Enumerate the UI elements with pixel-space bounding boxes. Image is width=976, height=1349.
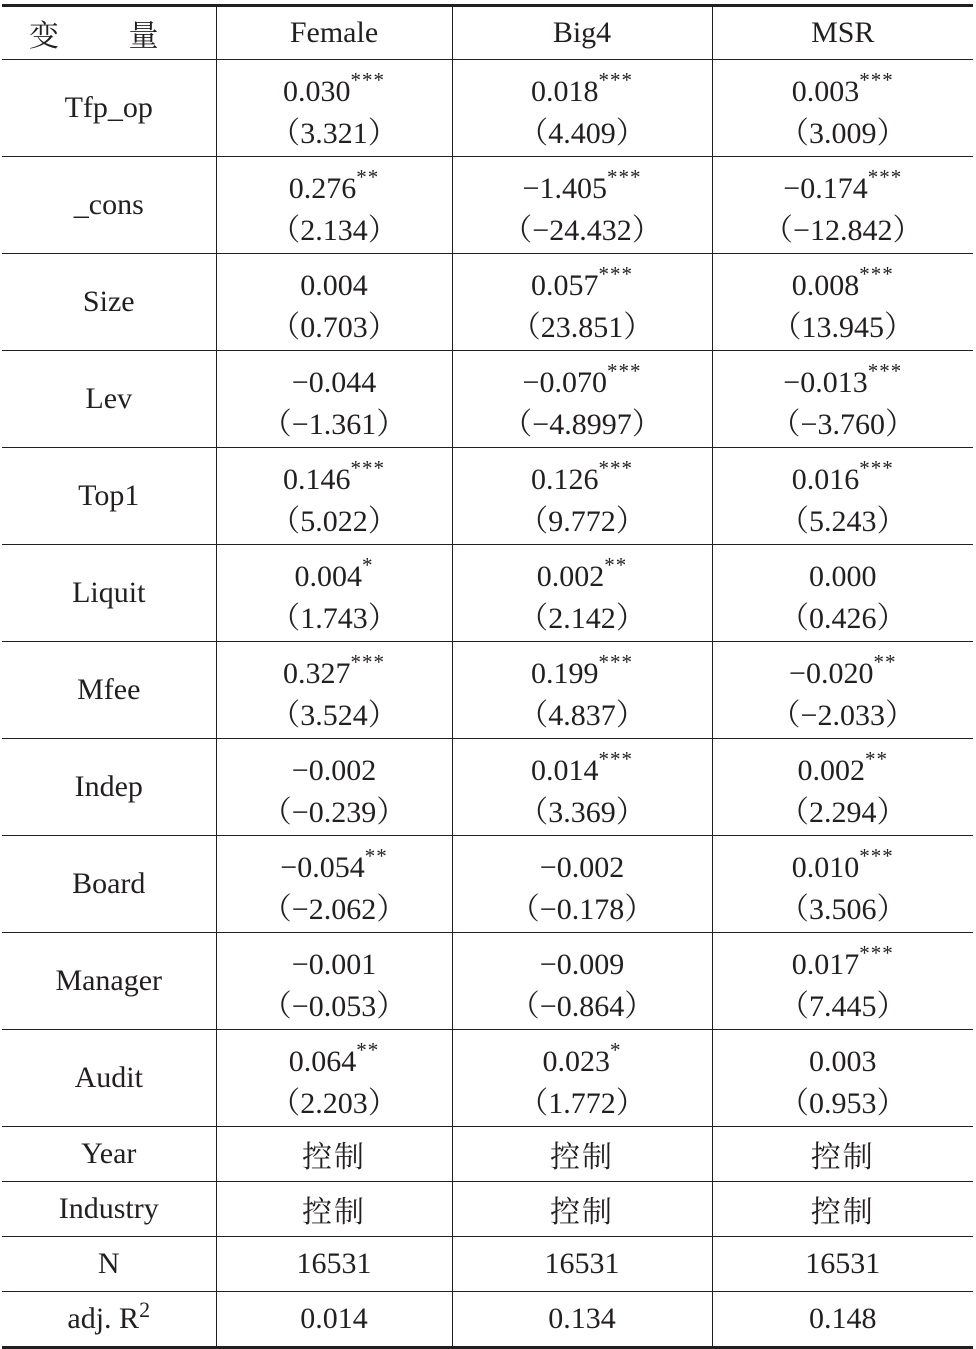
row-label: Industry xyxy=(2,1182,216,1237)
coef-cell xyxy=(452,739,712,836)
control-cell: 控制 xyxy=(216,1127,452,1182)
coef-cell xyxy=(452,157,712,254)
estimate: 0.146 xyxy=(283,462,351,496)
coef-cell xyxy=(452,254,712,351)
significance-stars: *** xyxy=(350,67,385,92)
estimate: 0.016 xyxy=(791,462,860,496)
coef-cell xyxy=(216,1030,452,1127)
observations-cell: 16531 xyxy=(216,1237,452,1292)
coef-cell xyxy=(216,933,452,1030)
estimate: 0.002 xyxy=(797,753,865,787)
coef-cell xyxy=(452,836,712,933)
t-statistic: （3.009） xyxy=(779,116,907,150)
t-statistic: （2.142） xyxy=(518,601,646,635)
table-body xyxy=(2,60,973,1348)
control-cell: 控制 xyxy=(452,1182,712,1237)
significance-stars: *** xyxy=(859,455,894,480)
row-label: Liquit xyxy=(2,545,216,642)
estimate: 0.276 xyxy=(288,171,357,205)
estimate: 0.017 xyxy=(791,947,860,981)
t-statistic: （−0.053） xyxy=(261,989,407,1023)
estimate: −0.020 xyxy=(789,656,874,690)
table-row xyxy=(2,351,973,448)
coef-cell xyxy=(712,60,973,157)
significance-stars: *** xyxy=(859,67,894,92)
table-row xyxy=(2,1292,973,1348)
coef-cell xyxy=(712,448,973,545)
table-row xyxy=(2,1237,973,1292)
coef-cell xyxy=(712,739,973,836)
table-row xyxy=(2,545,973,642)
r2-label: adj. R xyxy=(67,1302,140,1335)
significance-stars: *** xyxy=(867,164,903,189)
estimate: −0.044 xyxy=(291,365,377,399)
significance-stars: * xyxy=(362,552,374,577)
row-label: Indep xyxy=(2,739,216,836)
significance-stars: *** xyxy=(598,746,633,771)
significance-stars: ** xyxy=(873,649,897,674)
t-statistic: （−0.864） xyxy=(509,989,655,1023)
estimate: −0.013 xyxy=(783,365,868,399)
t-statistic: （4.409） xyxy=(518,116,646,150)
significance-stars: ** xyxy=(604,552,628,577)
row-label: Tfp_op xyxy=(2,60,216,157)
coef-cell xyxy=(712,254,973,351)
estimate: 0.199 xyxy=(531,656,599,690)
t-statistic: （5.243） xyxy=(779,504,907,538)
coef-cell xyxy=(452,351,712,448)
coef-cell xyxy=(216,545,452,642)
coef-cell xyxy=(712,157,973,254)
row-label: Board xyxy=(2,836,216,933)
control-cell: 控制 xyxy=(712,1127,973,1182)
row-label: Size xyxy=(2,254,216,351)
row-label: Lev xyxy=(2,351,216,448)
estimate: 0.014 xyxy=(531,753,599,787)
t-statistic: （−4.8997） xyxy=(502,407,662,441)
control-cell: 控制 xyxy=(712,1182,973,1237)
estimate: 0.126 xyxy=(531,462,599,496)
significance-stars: ** xyxy=(364,843,388,868)
coef-cell xyxy=(452,933,712,1030)
estimate: 0.008 xyxy=(791,268,860,302)
t-statistic: （−0.178） xyxy=(509,892,655,926)
r2-cell: 0.134 xyxy=(452,1292,712,1348)
t-statistic: （3.506） xyxy=(779,892,907,926)
t-statistic: （3.369） xyxy=(518,795,646,829)
coef-cell xyxy=(712,1030,973,1127)
significance-stars: *** xyxy=(859,843,894,868)
coef-cell xyxy=(216,351,452,448)
significance-stars: *** xyxy=(859,261,894,286)
estimate: 0.327 xyxy=(283,656,351,690)
header-row xyxy=(2,6,973,60)
coef-cell xyxy=(216,157,452,254)
estimate: −0.002 xyxy=(539,850,625,884)
t-statistic: （5.022） xyxy=(270,504,398,538)
estimate: 0.000 xyxy=(809,559,877,593)
significance-stars: *** xyxy=(598,649,633,674)
estimate: 0.030 xyxy=(283,74,351,108)
significance-stars: *** xyxy=(598,455,633,480)
t-statistic: （−24.432） xyxy=(502,213,662,247)
row-label: Audit xyxy=(2,1030,216,1127)
t-statistic: （−3.760） xyxy=(770,407,915,441)
control-cell: 控制 xyxy=(216,1182,452,1237)
t-statistic: （7.445） xyxy=(779,989,907,1023)
t-statistic: （0.426） xyxy=(779,601,907,635)
table-row xyxy=(2,642,973,739)
observations-cell: 16531 xyxy=(712,1237,973,1292)
estimate: 0.004 xyxy=(300,268,368,302)
r2-cell: 0.148 xyxy=(712,1292,973,1348)
estimate: 0.064 xyxy=(288,1044,357,1078)
coef-cell xyxy=(216,448,452,545)
significance-stars: *** xyxy=(350,455,385,480)
significance-stars: *** xyxy=(350,649,385,674)
table-row xyxy=(2,1182,973,1237)
table-row xyxy=(2,1030,973,1127)
estimate: −0.174 xyxy=(783,171,868,205)
significance-stars: *** xyxy=(598,261,633,286)
coef-cell xyxy=(216,836,452,933)
estimate: −0.070 xyxy=(522,365,607,399)
coef-cell xyxy=(712,545,973,642)
regression-table xyxy=(2,4,973,1349)
estimate: −0.009 xyxy=(539,947,625,981)
estimate: −0.054 xyxy=(280,850,365,884)
estimate: −0.001 xyxy=(291,947,377,981)
t-statistic: （2.134） xyxy=(270,213,398,247)
coef-cell xyxy=(452,545,712,642)
table-row xyxy=(2,1127,973,1182)
header-female: Female xyxy=(216,6,452,60)
row-label: N xyxy=(2,1237,216,1292)
significance-stars: ** xyxy=(356,164,380,189)
estimate: 0.057 xyxy=(531,268,599,302)
t-statistic: （2.203） xyxy=(270,1086,398,1120)
coef-cell xyxy=(216,60,452,157)
row-label: _cons xyxy=(2,157,216,254)
t-statistic: （−1.361） xyxy=(261,407,407,441)
estimate: 0.004 xyxy=(294,559,362,593)
coef-cell xyxy=(712,836,973,933)
estimate: −1.405 xyxy=(522,171,607,205)
row-label: Mfee xyxy=(2,642,216,739)
t-statistic: （−2.062） xyxy=(261,892,407,926)
control-cell: 控制 xyxy=(452,1127,712,1182)
coef-cell xyxy=(712,642,973,739)
header-msr: MSR xyxy=(712,6,973,60)
table-header xyxy=(2,6,973,60)
row-label: Year xyxy=(2,1127,216,1182)
table-row xyxy=(2,448,973,545)
t-statistic: （1.772） xyxy=(518,1086,646,1120)
t-statistic: （9.772） xyxy=(518,504,646,538)
estimate: 0.010 xyxy=(791,850,860,884)
t-statistic: （2.294） xyxy=(779,795,907,829)
table-row xyxy=(2,254,973,351)
coef-cell xyxy=(452,448,712,545)
table-row xyxy=(2,60,973,157)
estimate: 0.018 xyxy=(531,74,599,108)
t-statistic: （−12.842） xyxy=(763,213,923,247)
estimate: −0.002 xyxy=(291,753,377,787)
estimate: 0.003 xyxy=(791,74,860,108)
t-statistic: （3.321） xyxy=(270,116,398,150)
row-label: Top1 xyxy=(2,448,216,545)
r2-superscript: 2 xyxy=(139,1297,151,1322)
t-statistic: （−0.239） xyxy=(261,795,407,829)
table-row xyxy=(2,157,973,254)
row-label xyxy=(2,1292,216,1348)
t-statistic: （13.945） xyxy=(771,310,914,344)
coef-cell xyxy=(452,60,712,157)
estimate: 0.002 xyxy=(536,559,605,593)
r2-cell: 0.014 xyxy=(216,1292,452,1348)
significance-stars: * xyxy=(610,1037,622,1062)
row-label: Manager xyxy=(2,933,216,1030)
header-big4: Big4 xyxy=(452,6,712,60)
table-row xyxy=(2,933,973,1030)
coef-cell xyxy=(216,642,452,739)
estimate: 0.023 xyxy=(542,1044,610,1078)
table-row xyxy=(2,836,973,933)
coef-cell xyxy=(216,739,452,836)
header-variable: 变 量 xyxy=(2,6,216,60)
estimate: 0.003 xyxy=(809,1044,877,1078)
significance-stars: ** xyxy=(865,746,888,771)
observations-cell: 16531 xyxy=(452,1237,712,1292)
coef-cell xyxy=(712,351,973,448)
significance-stars: *** xyxy=(598,67,633,92)
t-statistic: （−2.033） xyxy=(770,698,915,732)
coef-cell xyxy=(712,933,973,1030)
t-statistic: （0.703） xyxy=(270,310,398,344)
coef-cell xyxy=(452,642,712,739)
t-statistic: （3.524） xyxy=(270,698,398,732)
significance-stars: *** xyxy=(606,358,642,383)
t-statistic: （0.953） xyxy=(779,1086,907,1120)
coef-cell xyxy=(216,254,452,351)
significance-stars: ** xyxy=(356,1037,380,1062)
significance-stars: *** xyxy=(859,940,894,965)
t-statistic: （23.851） xyxy=(510,310,654,344)
significance-stars: *** xyxy=(606,164,642,189)
t-statistic: （4.837） xyxy=(518,698,646,732)
table-row xyxy=(2,739,973,836)
coef-cell xyxy=(452,1030,712,1127)
t-statistic: （1.743） xyxy=(270,601,398,635)
significance-stars: *** xyxy=(867,358,903,383)
